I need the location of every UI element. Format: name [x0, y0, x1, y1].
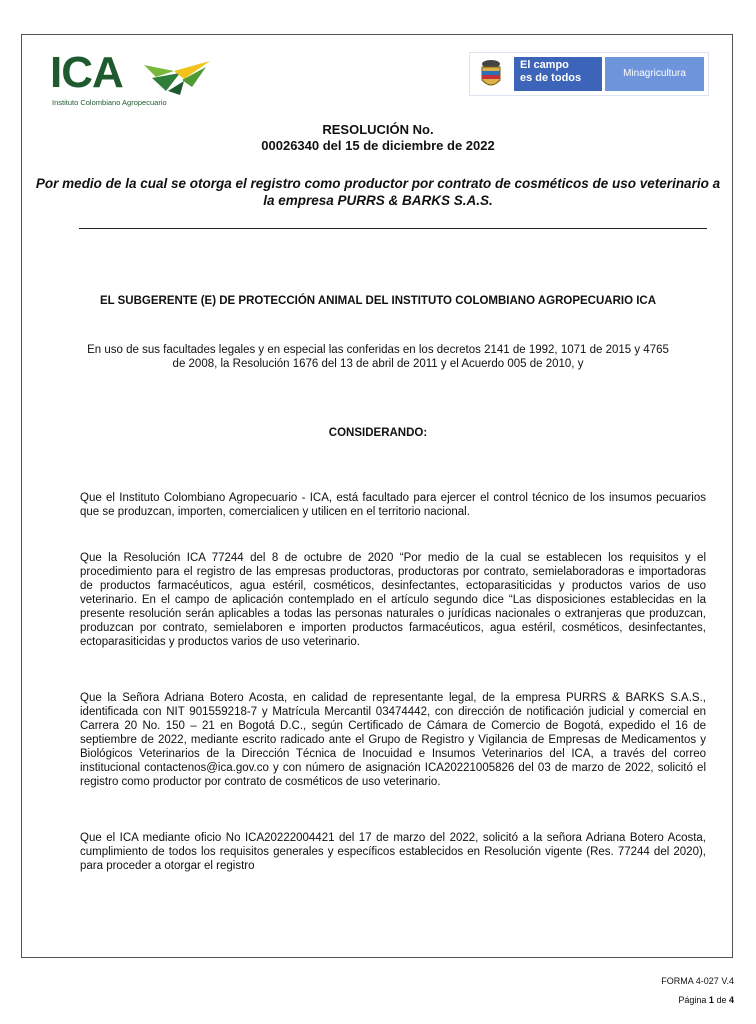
government-logo	[469, 52, 709, 96]
page-indicator: Página 1 de 4	[678, 995, 734, 1005]
divider	[79, 228, 707, 229]
ministry-badge: Minagricultura	[605, 57, 704, 91]
resolution-subject: Por medio de la cual se otorga el registro como productor por contrato de cosméticos de uso veterinario a la empresa PURRS & BARKS S.A.S.	[35, 176, 721, 208]
issuing-authority: EL SUBGERENTE (E) DE PROTECCIÓN ANIMAL DEL INSTITUTO COLOMBIANO AGROPECUARIO ICA	[99, 295, 657, 307]
coat-of-arms-icon	[474, 58, 508, 90]
ica-logo	[50, 48, 230, 107]
resolution-title: RESOLUCIÓN No.	[322, 122, 434, 137]
resolution-number: 00026340 del 15 de diciembre de 2022	[261, 138, 495, 153]
campo-de-todos-badge: El campo es de todos	[514, 57, 602, 91]
ica-logo-subtitle: Instituto Colombiano Agropecuario	[52, 98, 167, 107]
paragraph: Que la Señora Adriana Botero Acosta, en calidad de representante legal, de la empresa PURRS & BARKS S.A.S., identificada con NIT 901559218-7 y Matrícula Mercantil 03474442, con dirección de notificación judicial y comercial en Carrera 20 No. 150 – 21 en Bogotá D.C., según Certificado de Cámara de Comercio de Bogotá, expedido el 16 de septiembre de 2022, mediante escrito radicado ante el Grupo de Registro y Vigilancia de Empresas de Medicamentos y Biológicos Veterinarios de la Dirección Técnica de Inocuidad e Insumos Veterinarios del ICA, a través del correo institucional contactenos@ica.gov.co y con número de asignación ICA20221005826 del 03 de marzo de 2022, solicitó el registro como productor por contrato de cosméticos de uso veterinario.	[80, 692, 706, 788]
paragraph: Que la Resolución ICA 77244 del 8 de octubre de 2020 “Por medio de la cual se establecen los requisitos y el procedimiento para el registro de las empresas productoras, productoras por contrato, semielaboradoras e importadoras de productos farmacéuticos, agua estéril, cosméticos, desinfectantes, ectoparasiticidas y productos varios de uso veterinario. En el campo de aplicación contemplado en el artículo segundo dice “Las disposiciones establecidas en la presente resolución serán aplicables a todas las personas naturales o jurídicas nacionales o extranjeras que produzcan, produzcan por contrato, semielaboren e importen productos farmacéuticos, agua estéril, cosméticos, desinfectantes, ectoparasiticidas y productos varios de uso veterinario.	[80, 552, 706, 648]
form-code: FORMA 4-027 V.4	[661, 976, 734, 986]
ica-wing-icon	[144, 61, 214, 97]
ica-logo-text: ICA	[50, 48, 123, 97]
considerando-heading: CONSIDERANDO:	[328, 427, 428, 439]
document-page	[21, 34, 733, 958]
legal-faculties: En uso de sus facultades legales y en especial las conferidas en los decretos 2141 de 1992, 1071 de 2015 y 4765 de 2008, la Resolución 1676 del 13 de abril de 2011 y el Acuerdo 005 de 2010, y	[87, 344, 669, 370]
paragraph: Que el Instituto Colombiano Agropecuario - ICA, está facultado para ejercer el control técnico de los insumos pecuarios que se produzcan, importen, comercialicen y utilicen en el territorio nacional.	[80, 492, 706, 518]
paragraph: Que el ICA mediante oficio No ICA20222004421 del 17 de marzo del 2022, solicitó a la señora Adriana Botero Acosta, cumplimiento de todos los requisitos generales y específicos establecidos en Resolución vigente (Res. 77244 del 2020), para proceder a otorgar el registro	[80, 832, 706, 872]
